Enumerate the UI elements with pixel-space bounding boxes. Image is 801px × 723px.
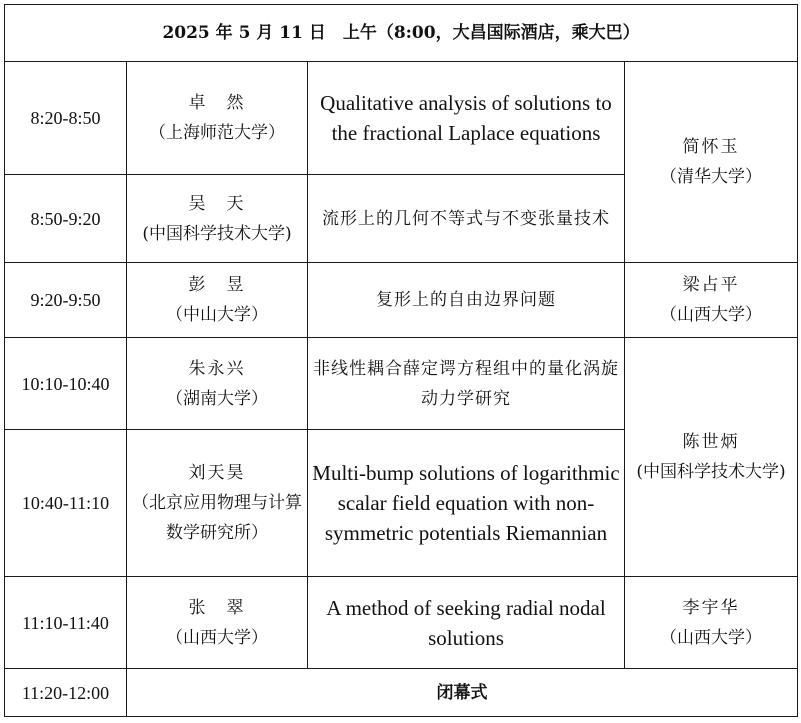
chair-affiliation: (中国科学技术大学) bbox=[636, 462, 786, 482]
speaker-affiliation: （山西大学） bbox=[166, 627, 268, 648]
speaker-name: 吴 天 bbox=[188, 193, 246, 214]
chair-cell bbox=[625, 338, 798, 577]
chair-cell bbox=[625, 263, 798, 338]
speaker-cell bbox=[127, 62, 308, 175]
chair-name: 陈世炳 bbox=[682, 432, 740, 452]
table-row bbox=[5, 338, 798, 430]
talk-title: Multi-bump solutions of logarithmic scalar field equation with non-symmetric potentials Riemannian bbox=[308, 430, 625, 577]
chair-name: 梁占平 bbox=[682, 275, 740, 295]
talk-title: 流形上的几何不等式与不变张量技术 bbox=[308, 175, 625, 263]
table-row bbox=[5, 577, 798, 669]
chair-affiliation: （山西大学） bbox=[660, 627, 763, 648]
chair-name: 简怀玉 bbox=[682, 137, 740, 157]
table-row bbox=[5, 263, 798, 338]
speaker-cell bbox=[127, 430, 308, 577]
session-header: 2025 年 5 月 11 日 上午（8:00，大昌国际酒店，乘大巴） bbox=[5, 5, 798, 62]
speaker-affiliation: (中国科学技术大学) bbox=[142, 223, 292, 244]
speaker-name: 卓 然 bbox=[188, 93, 246, 113]
time-slot: 11:20-12:00 bbox=[5, 669, 127, 717]
talk-title: A method of seeking radial nodal solutions bbox=[308, 577, 625, 669]
chair-name: 李宇华 bbox=[682, 597, 740, 618]
speaker-cell bbox=[127, 577, 308, 669]
time-slot: 9:20-9:50 bbox=[5, 263, 127, 338]
talk-title: 非线性耦合薛定谔方程组中的量化涡旋动力学研究 bbox=[308, 338, 625, 430]
speaker-name: 刘天昊 bbox=[188, 463, 246, 483]
time-slot: 11:10-11:40 bbox=[5, 577, 127, 669]
speaker-affiliation: （北京应用物理与计算数学研究所） bbox=[132, 493, 302, 543]
closing-ceremony: 闭幕式 bbox=[127, 669, 798, 717]
speaker-name: 朱永兴 bbox=[188, 358, 246, 379]
speaker-affiliation: （上海师范大学） bbox=[149, 123, 285, 143]
speaker-cell bbox=[127, 263, 308, 338]
chair-affiliation: （山西大学） bbox=[660, 305, 763, 325]
time-slot: 8:50-9:20 bbox=[5, 175, 127, 263]
chair-cell bbox=[625, 62, 798, 263]
table-row bbox=[5, 669, 798, 717]
schedule-table bbox=[4, 4, 798, 717]
time-slot: 10:40-11:10 bbox=[5, 430, 127, 577]
time-slot: 10:10-10:40 bbox=[5, 338, 127, 430]
speaker-name: 张 翠 bbox=[188, 597, 246, 618]
time-slot: 8:20-8:50 bbox=[5, 62, 127, 175]
table-row bbox=[5, 62, 798, 175]
speaker-affiliation: （中山大学） bbox=[166, 305, 268, 325]
header-row bbox=[5, 5, 798, 62]
chair-affiliation: （清华大学） bbox=[660, 167, 763, 187]
talk-title: Qualitative analysis of solutions to the fractional Laplace equations bbox=[308, 62, 625, 175]
talk-title: 复形上的自由边界问题 bbox=[308, 263, 625, 338]
speaker-cell bbox=[127, 175, 308, 263]
speaker-name: 彭 昱 bbox=[188, 275, 246, 295]
speaker-affiliation: （湖南大学） bbox=[166, 388, 268, 409]
speaker-cell bbox=[127, 338, 308, 430]
chair-cell bbox=[625, 577, 798, 669]
